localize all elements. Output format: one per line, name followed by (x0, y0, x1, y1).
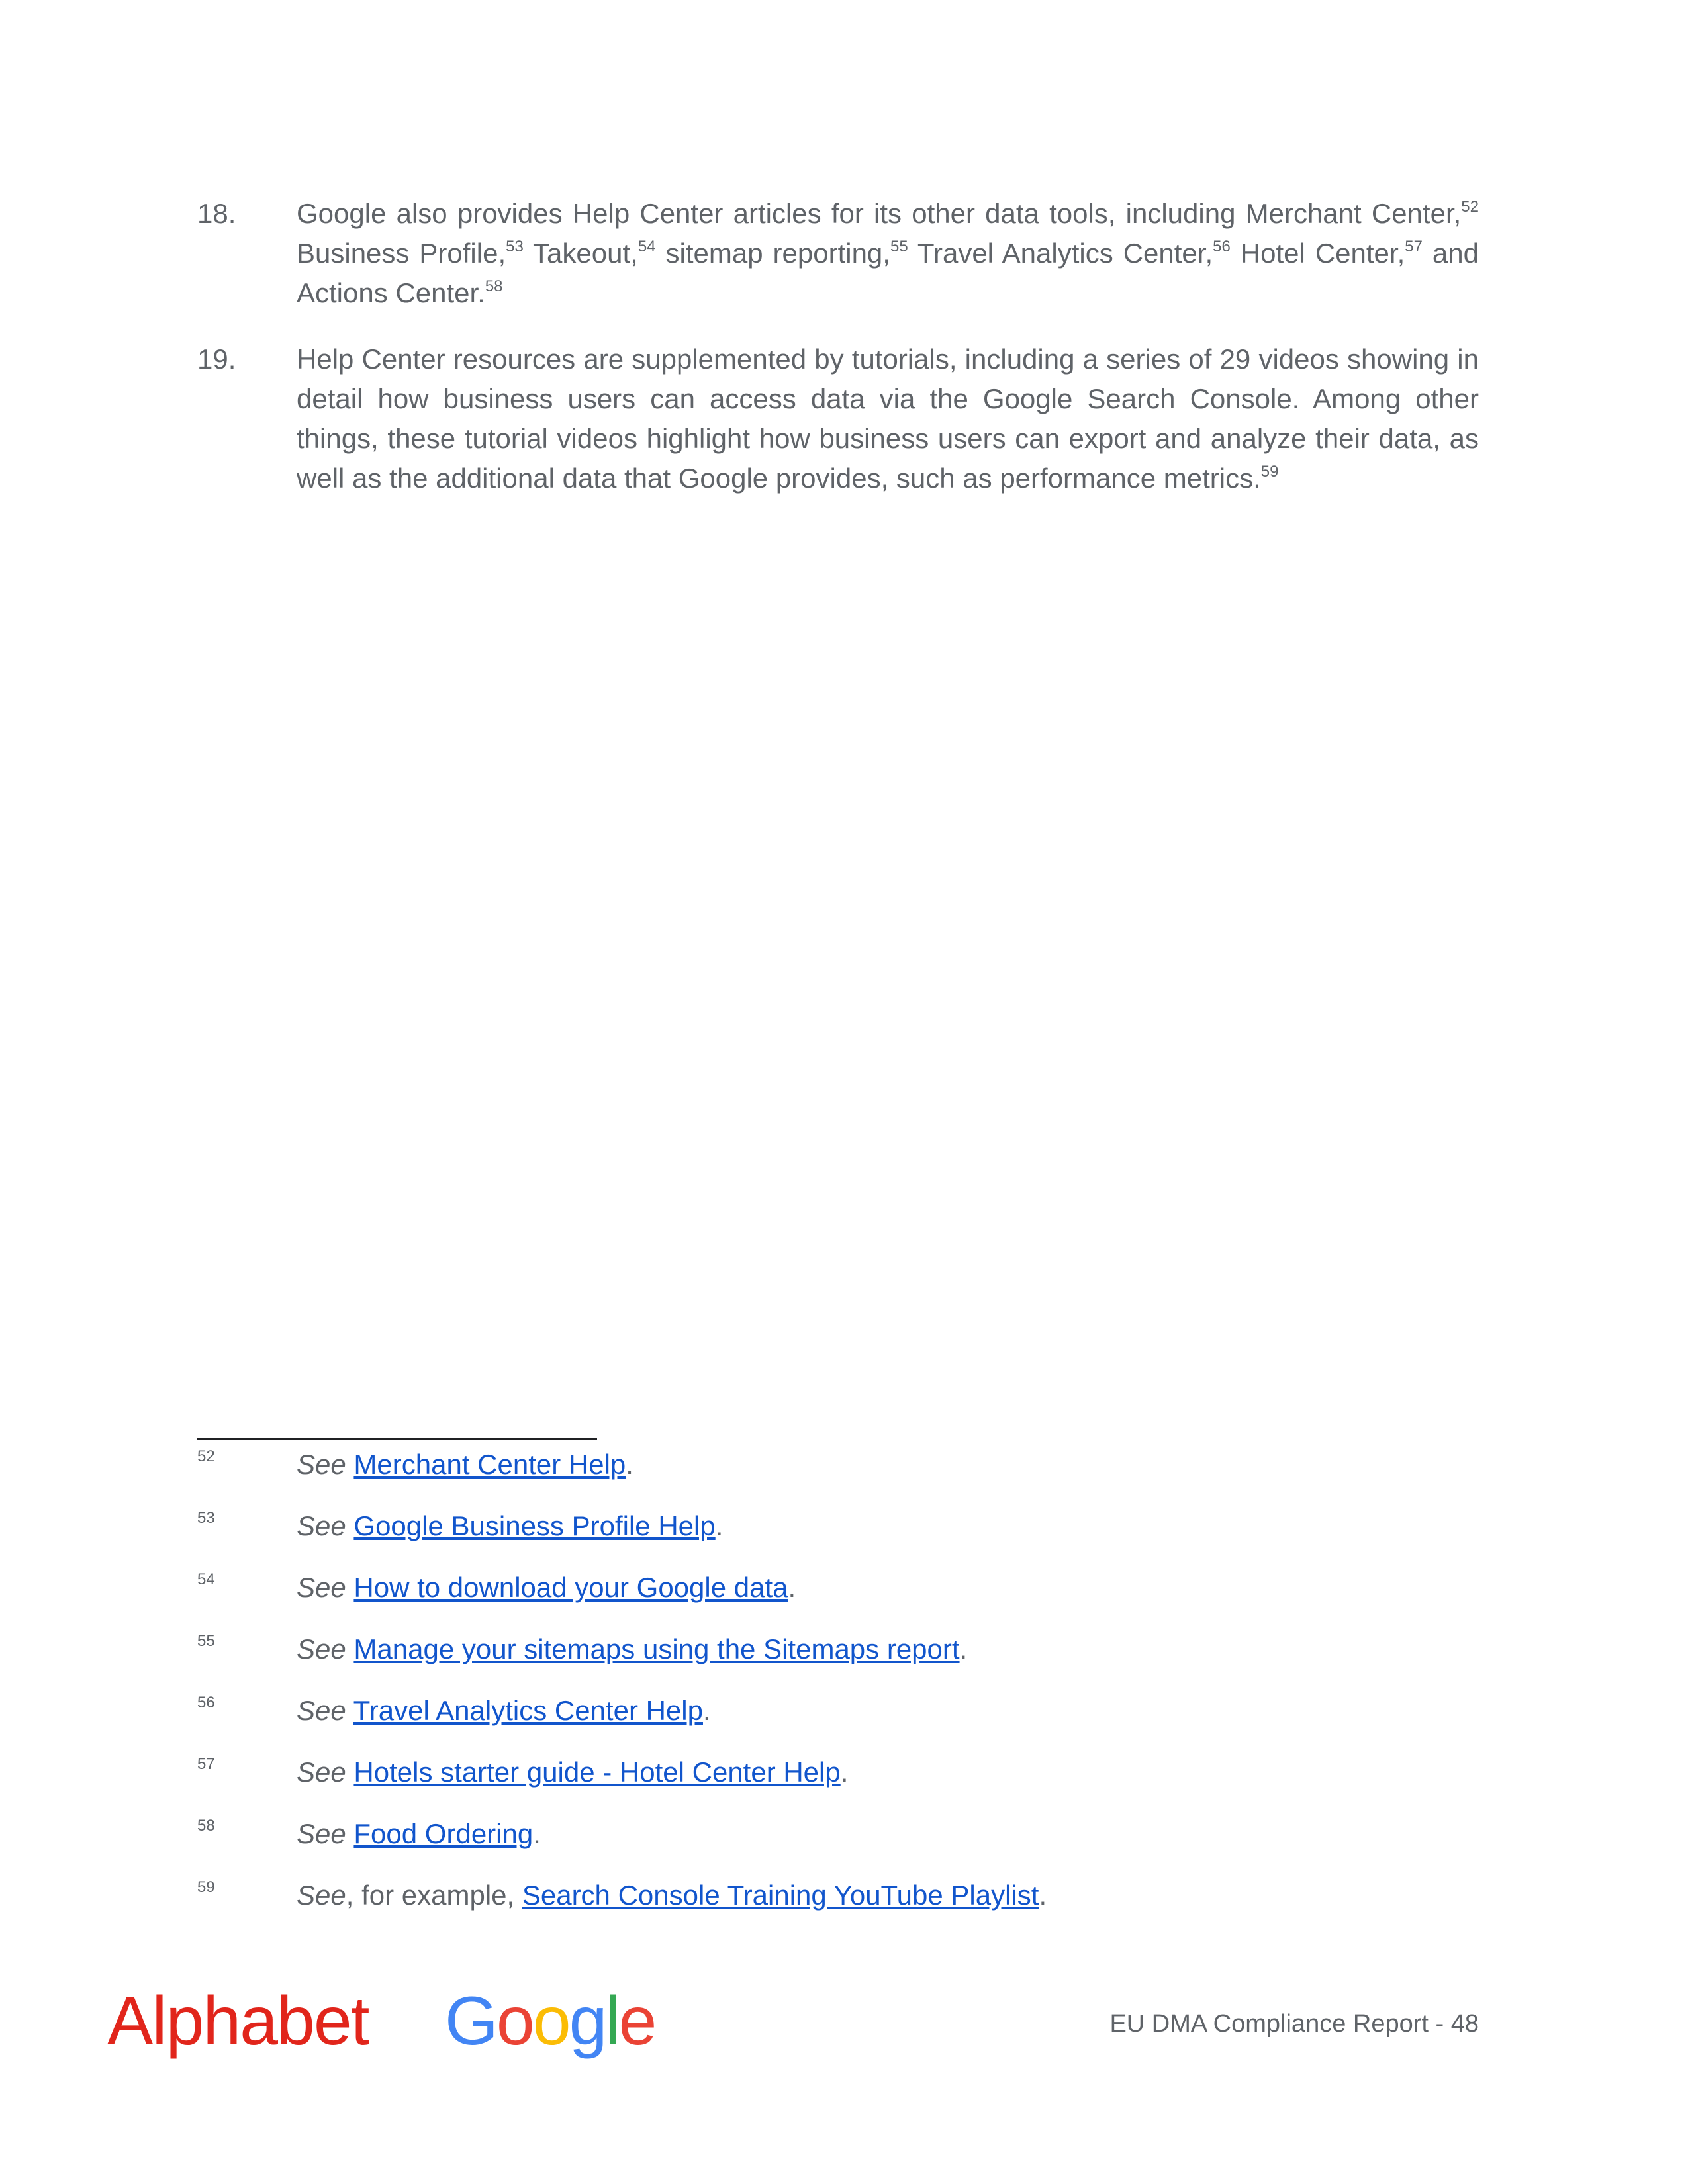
footnote-period: . (533, 1818, 541, 1849)
footnote-see: See (297, 1633, 346, 1664)
paragraph-text-run: Business Profile, (297, 238, 506, 269)
footnote-54 (197, 1569, 1455, 1606)
footnote-link[interactable]: Google Business Profile Help (353, 1510, 716, 1541)
paragraph-number: 19. (197, 343, 236, 375)
footnote-connector: , for example, (346, 1880, 522, 1911)
footnote-number: 54 (197, 1570, 215, 1588)
footnote-number: 56 (197, 1694, 215, 1711)
footnote-reference[interactable]: 56 (1213, 238, 1231, 255)
footnote-period: . (840, 1756, 849, 1788)
footnote-period: . (959, 1633, 968, 1664)
paragraph-text-run: Hotel Center, (1230, 238, 1405, 269)
alphabet-logo: Alphabet (107, 1983, 369, 2060)
footnote-58 (197, 1815, 1455, 1852)
footnote-link[interactable]: Food Ordering (353, 1818, 534, 1849)
footnote-period: . (715, 1510, 724, 1541)
report-page-label: EU DMA Compliance Report - 48 (1109, 2010, 1479, 2038)
footnote-reference[interactable]: 53 (506, 238, 524, 255)
footnote-text (297, 1877, 1455, 1914)
footnote-number: 59 (197, 1878, 215, 1896)
paragraph-text (297, 194, 1479, 313)
paragraph-text-run: Travel Analytics Center, (908, 238, 1213, 269)
footnote-connector (346, 1510, 354, 1541)
footnote-53 (197, 1508, 1455, 1545)
footnote-52 (197, 1446, 1455, 1483)
footnote-see: See (297, 1756, 346, 1788)
paragraph-18 (197, 194, 1479, 313)
paragraph-text-run: sitemap reporting, (655, 238, 890, 269)
footnote-period: . (1039, 1880, 1047, 1911)
footnote-55 (197, 1631, 1455, 1668)
paragraph-text (297, 340, 1479, 498)
footnote-number: 57 (197, 1755, 215, 1773)
footnote-see: See (297, 1880, 346, 1911)
paragraph-text-run: and Actions Center. (297, 238, 1479, 308)
footnote-see: See (297, 1572, 346, 1603)
paragraph-19 (197, 340, 1479, 498)
footnote-text (297, 1692, 1455, 1729)
footnote-see: See (297, 1695, 346, 1726)
footnote-period: . (788, 1572, 796, 1603)
footnote-number: 55 (197, 1632, 215, 1650)
footnote-link[interactable]: Merchant Center Help (353, 1449, 626, 1480)
footnote-separator (197, 1438, 597, 1440)
footnote-see: See (297, 1510, 346, 1541)
footnote-number: 58 (197, 1817, 215, 1835)
footnote-59 (197, 1877, 1455, 1914)
footnote-reference[interactable]: 57 (1405, 238, 1423, 255)
footnote-link[interactable]: Travel Analytics Center Help (353, 1695, 703, 1726)
footnote-number: 52 (197, 1447, 215, 1465)
footnote-text (297, 1754, 1455, 1791)
footnote-text (297, 1508, 1455, 1545)
footnote-reference[interactable]: 54 (637, 238, 656, 255)
paragraph-text-run: Takeout, (523, 238, 638, 269)
footnote-connector (346, 1756, 354, 1788)
footnote-text (297, 1569, 1455, 1606)
footnote-number: 53 (197, 1509, 215, 1527)
footnote-connector (346, 1633, 354, 1664)
footnote-period: . (702, 1695, 711, 1726)
paragraph-number: 18. (197, 198, 236, 229)
footnote-text (297, 1815, 1455, 1852)
footnote-connector (346, 1695, 353, 1726)
footnote-connector (346, 1449, 354, 1480)
paragraph-text-run: Help Center resources are supplemented by tutorials, including a series of 29 videos showing in detail how business users can access data via the Google Search Console. Among other things, these tutorial videos highlight how business users can export and analyze their data, as well as the additional data that Google provides, such as performance metrics. (297, 343, 1479, 494)
footnote-reference[interactable]: 55 (890, 238, 908, 255)
footnote-reference[interactable]: 52 (1461, 198, 1479, 216)
footnote-link[interactable]: Search Console Training YouTube Playlist (522, 1880, 1039, 1911)
footnote-text (297, 1446, 1455, 1483)
footnote-link[interactable]: How to download your Google data (353, 1572, 788, 1603)
footnote-link[interactable]: Hotels starter guide - Hotel Center Help (353, 1756, 841, 1788)
footnote-see: See (297, 1449, 346, 1480)
google-logo: Google (445, 1983, 655, 2060)
footnote-connector (346, 1572, 354, 1603)
paragraph-text-run: Google also provides Help Center articles for its other data tools, including Merchant Center, (297, 198, 1462, 229)
footnote-reference[interactable]: 58 (485, 277, 503, 295)
footnote-56 (197, 1692, 1455, 1729)
footnote-see: See (297, 1818, 346, 1849)
footnote-period: . (626, 1449, 633, 1480)
footnote-connector (346, 1818, 354, 1849)
footnote-57 (197, 1754, 1455, 1791)
footnote-reference[interactable]: 59 (1260, 463, 1279, 480)
footnote-text (297, 1631, 1455, 1668)
footnote-link[interactable]: Manage your sitemaps using the Sitemaps report (353, 1633, 960, 1664)
